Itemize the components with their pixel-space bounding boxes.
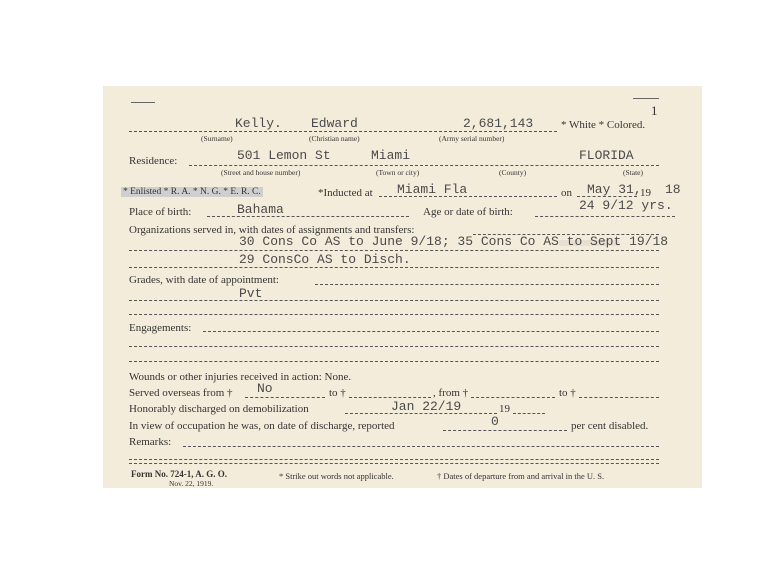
- grades-line-2: [129, 314, 659, 315]
- remarks-line-1: [129, 459, 659, 460]
- overseas-to-line: [349, 397, 431, 398]
- overseas-from2-line: [471, 397, 555, 398]
- on-label: on: [561, 187, 572, 199]
- organizations-value-1: 30 Cons Co AS to June 9/18; 35 Cons Co AS to Sept 19/18: [239, 234, 669, 249]
- street-caption: (Street and house number): [221, 168, 301, 177]
- residence-line: [189, 165, 659, 166]
- discharged-year-line: [513, 413, 545, 414]
- card-number: 1: [651, 103, 658, 118]
- engagements-line-2: [129, 361, 659, 362]
- remarks-line-2: [129, 463, 659, 464]
- inducted-place-value: Miami Fla: [397, 182, 468, 197]
- overseas-value: No: [257, 381, 273, 396]
- top-left-mark: [131, 102, 155, 103]
- engagements-line-1: [129, 346, 659, 347]
- overseas-label: Served overseas from †: [129, 387, 233, 399]
- inducted-year-prefix: 19: [640, 187, 651, 199]
- birthplace-label: Place of birth:: [129, 206, 192, 218]
- age-value: 24 9/12 yrs.: [579, 198, 673, 213]
- organizations-label: Organizations served in, with dates of assignments and transfers:: [129, 224, 415, 236]
- grades-line-1: [129, 300, 659, 301]
- age-label: Age or date of birth:: [423, 206, 513, 218]
- occupation-line: [443, 430, 567, 431]
- state-caption: (State): [623, 168, 643, 177]
- form-number: Form No. 724-1, A. G. O.: [131, 469, 227, 479]
- street-value: 501 Lemon St: [237, 148, 331, 163]
- town-value: Miami: [371, 148, 411, 163]
- remarks-label: Remarks:: [129, 436, 172, 448]
- overseas-to2-line: [579, 397, 659, 398]
- remarks-line-0: [183, 446, 659, 447]
- overseas-from-line: [245, 397, 325, 398]
- birthplace-value: Bahama: [237, 202, 284, 217]
- overseas-from2-label: , from †: [433, 387, 469, 399]
- discharged-label: Honorably discharged on demobilization: [129, 403, 309, 415]
- race-label: * White * Colored.: [561, 119, 646, 131]
- age-line: [535, 216, 675, 217]
- christian-name-caption: (Christian name): [309, 134, 360, 143]
- name-line: [129, 131, 557, 132]
- wounds-label: Wounds or other injuries received in action: None.: [129, 371, 352, 383]
- serial-value: 2,681,143: [463, 116, 534, 131]
- grades-line-0: [315, 284, 659, 285]
- serial-caption: (Army serial number): [439, 134, 505, 143]
- state-value: FLORIDA: [579, 148, 634, 163]
- organizations-line-1: [129, 250, 659, 251]
- surname-caption: (Surname): [201, 134, 233, 143]
- record-card: [103, 86, 702, 488]
- christian-name-value: Edward: [311, 116, 358, 131]
- inducted-year-value: 18: [665, 182, 681, 197]
- overseas-to-label: to †: [329, 387, 346, 399]
- occupation-value: 0: [491, 414, 499, 429]
- inducted-date-value: May 31,: [587, 182, 642, 197]
- discharged-value: Jan 22/19: [391, 399, 462, 414]
- enlistment-status-box: * Enlisted * R. A. * N. G. * E. R. C.: [123, 187, 261, 197]
- top-right-mark: [633, 98, 659, 99]
- organizations-value-2: 29 ConsCo AS to Disch.: [239, 252, 411, 267]
- footnote-strike: * Strike out words not applicable.: [279, 471, 394, 481]
- residence-label: Residence:: [129, 155, 178, 167]
- overseas-to2-label: to †: [559, 387, 576, 399]
- grades-label: Grades, with date of appointment:: [129, 274, 279, 286]
- engagements-line-0: [203, 331, 659, 332]
- percent-label: per cent disabled.: [571, 420, 649, 432]
- inducted-label: *Inducted at: [318, 187, 373, 199]
- engagements-label: Engagements:: [129, 322, 192, 334]
- grades-value: Pvt: [239, 286, 263, 301]
- county-caption: (County): [499, 168, 527, 177]
- discharged-year-prefix: 19: [499, 403, 510, 415]
- footnote-dates: † Dates of departure from and arrival in the U. S.: [437, 471, 605, 481]
- occupation-label: In view of occupation he was, on date of discharge, reported: [129, 420, 395, 432]
- form-date: Nov. 22, 1919.: [169, 479, 214, 488]
- organizations-line-2: [129, 267, 659, 268]
- surname-value: Kelly.: [235, 116, 282, 131]
- town-caption: (Town or city): [376, 168, 420, 177]
